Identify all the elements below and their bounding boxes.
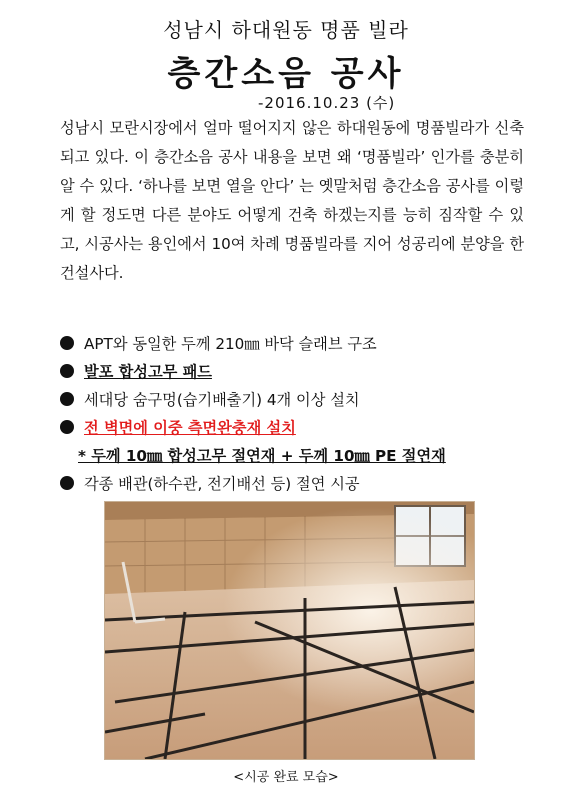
feature-text: 세대당 숨구멍(습기배출기) 4개 이상 설치 [84, 390, 360, 409]
feature-sub-note: * 두께 10㎜ 합성고무 절연재 + 두께 10㎜ PE 절연재 [78, 446, 446, 465]
feature-text: 발포 합성고무 패드 [84, 362, 212, 381]
bullet-icon [60, 420, 74, 434]
construction-photo [104, 501, 475, 760]
body-paragraph: 성남시 모란시장에서 얼마 떨어지지 않은 하대원동에 명품빌라가 신축되고 있다. 이 층간소음 공사 내용을 보면 왜 ‘명품빌라’ 인가를 충분히 알 수 있다. ‘하나를 보면 열을 안다’ 는 옛말처럼 층간소음 공사를 이렇게 할 정도면 다른 분야도 어떻게 건축 하겠는지를 능히 짐작할 수 있고, 시공사는 용인에서 10여 차례 명품빌라를 지어 성공리에 분양을 한 건설사다. [60, 119, 524, 282]
feature-item [60, 386, 360, 412]
feature-item [60, 358, 212, 384]
document-subtitle: 성남시 하대원동 명품 빌라 [163, 18, 409, 42]
bullet-icon [60, 392, 74, 406]
photo-caption: <시공 완료 모습> [233, 770, 339, 785]
feature-item [60, 330, 377, 356]
bullet-icon [60, 364, 74, 378]
construction-photo-drawing [105, 502, 474, 759]
feature-item [60, 470, 360, 496]
feature-text: 각종 배관(하수관, 전기배선 등) 절연 시공 [84, 474, 360, 493]
feature-text: 전 벽면에 이중 측면완충재 설치 [84, 418, 296, 437]
document-title: 층간소음 공사 [167, 54, 405, 94]
bullet-icon [60, 336, 74, 350]
document-date: -2016.10.23 (수) [258, 94, 396, 112]
feature-item [60, 414, 296, 440]
bullet-icon [60, 476, 74, 490]
feature-text: APT와 동일한 두께 210㎜ 바닥 슬래브 구조 [84, 334, 377, 353]
